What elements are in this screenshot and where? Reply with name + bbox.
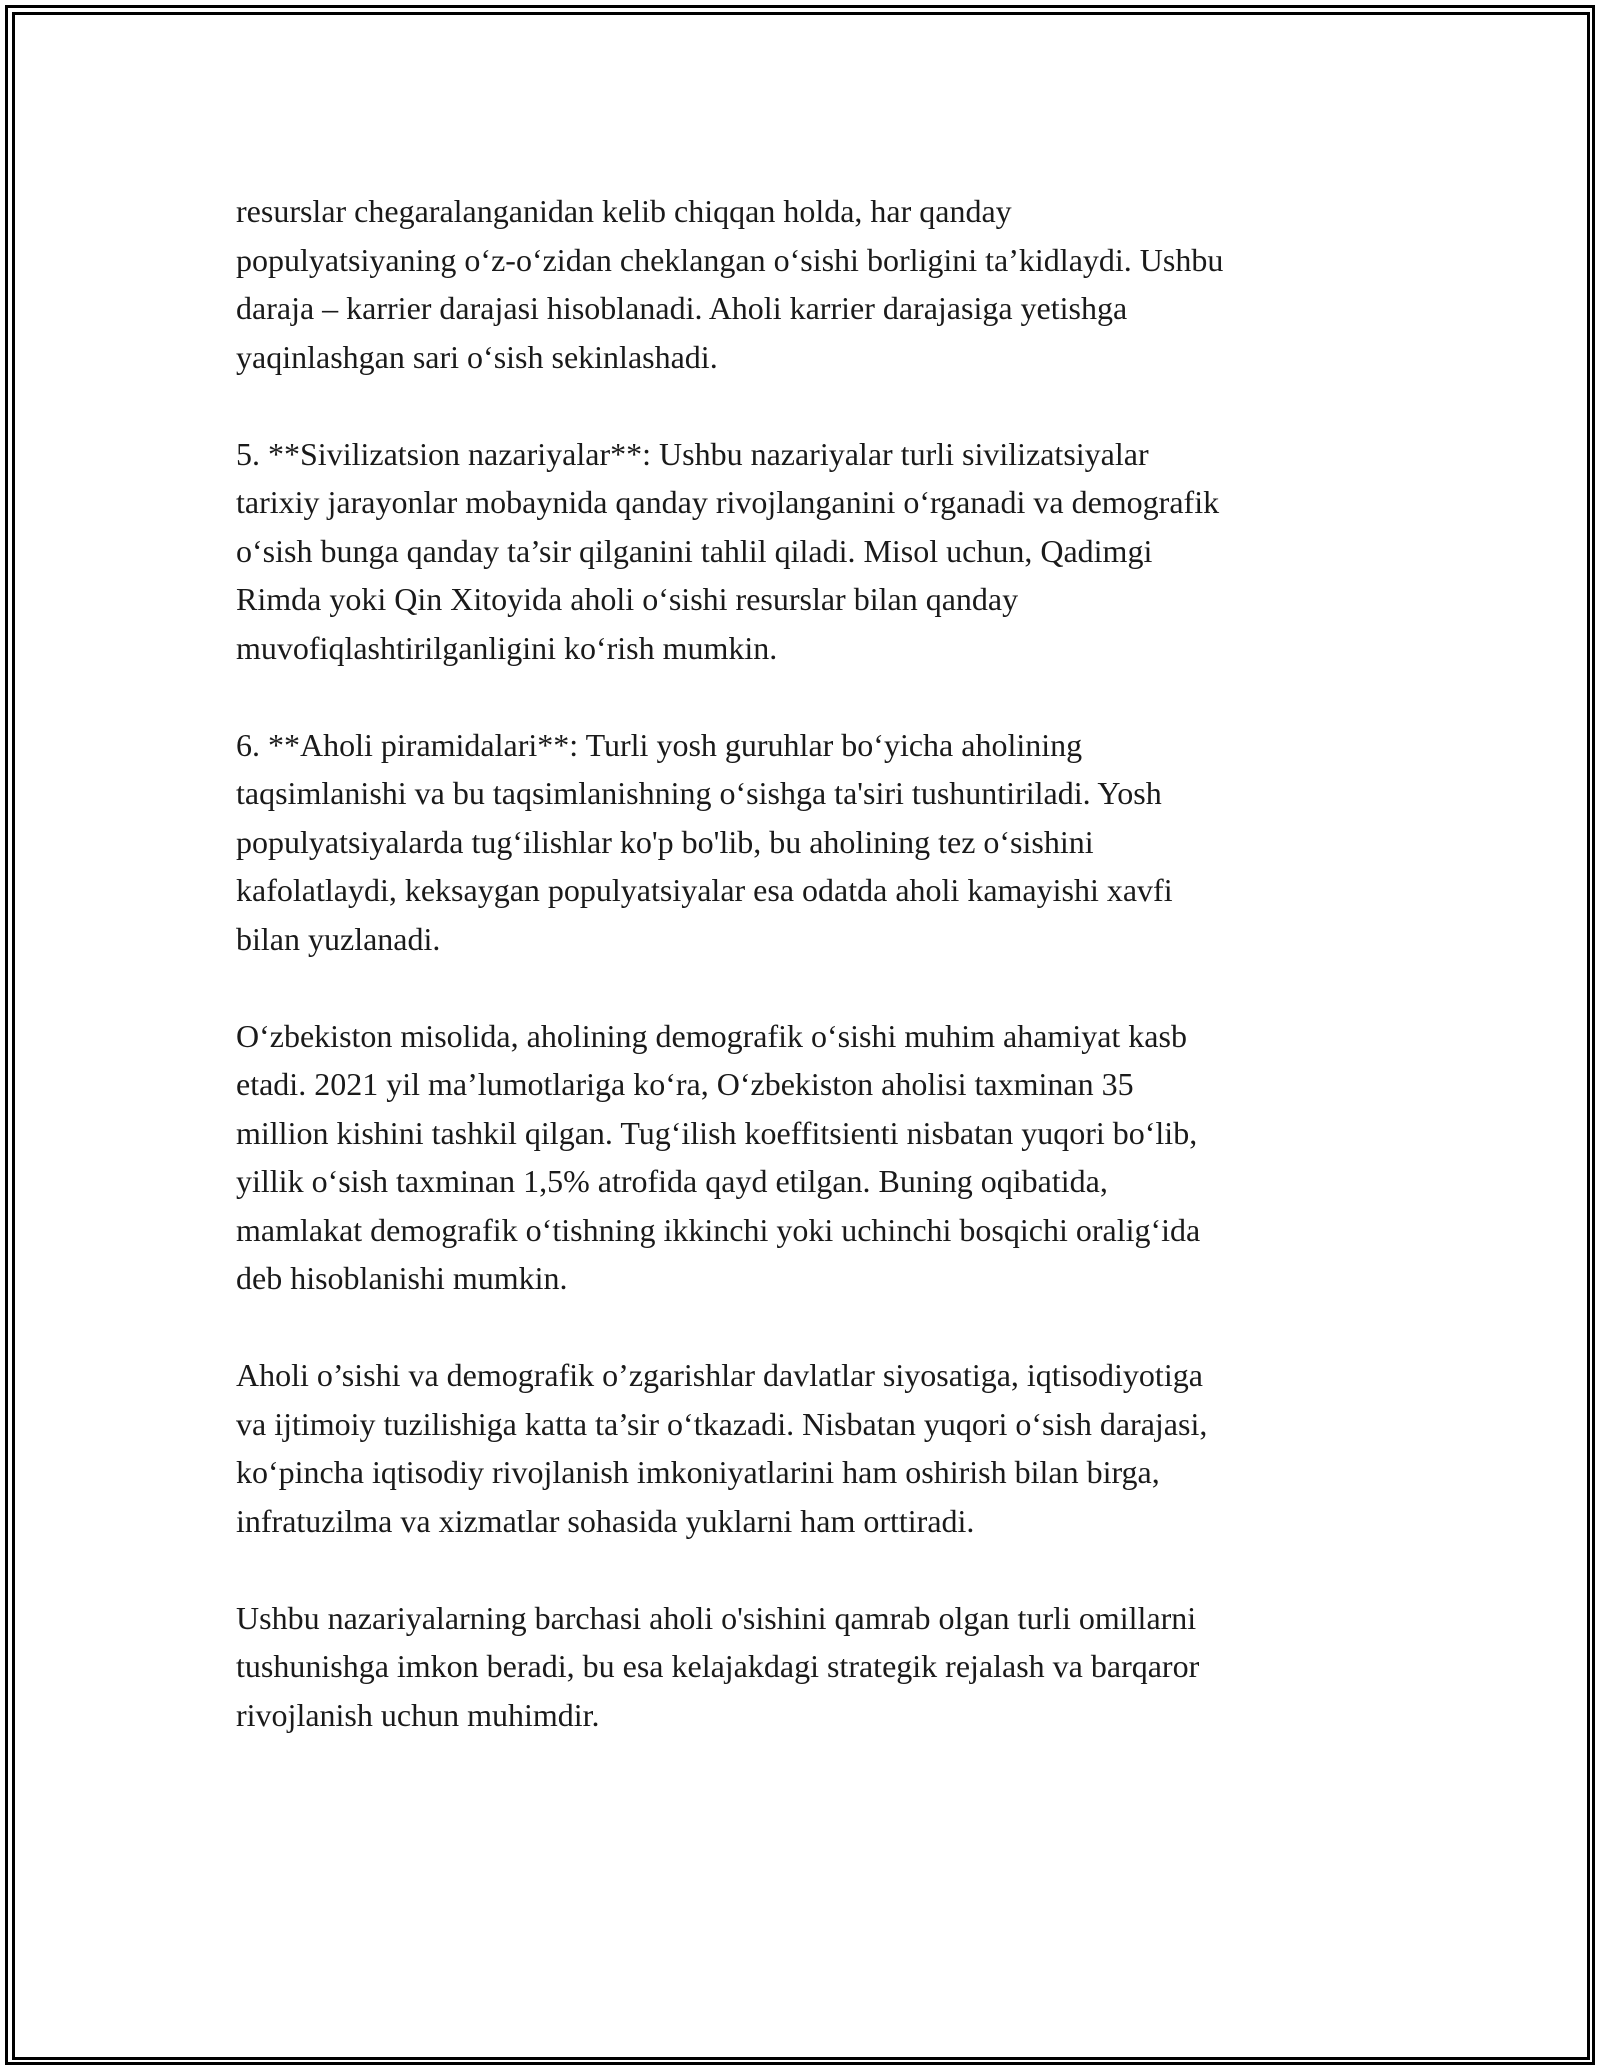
text-line: infratuzilma va xizmatlar sohasida yuklarni ham orttiradi. bbox=[236, 1502, 975, 1539]
paragraph-conclusion bbox=[236, 1594, 1396, 1740]
text-line: populyatsiyaning o‘z-o‘zidan cheklangan o‘sishi borligini ta’kidlaydi. Ushbu bbox=[236, 241, 1224, 278]
text-line: muvofiqlashtirilganligini ko‘rish mumkin. bbox=[236, 629, 778, 666]
text-line: tushunishga imkon beradi, bu esa kelajakdagi strategik rejalash va barqaror bbox=[236, 1648, 1200, 1684]
text-line: mamlakat demografik o‘tishning ikkinchi yoki uchinchi bosqichi oralig‘ida bbox=[236, 1211, 1201, 1248]
text-line: ko‘pincha iqtisodiy rivojlanish imkoniyatlarini ham oshirish bilan birga, bbox=[236, 1454, 1160, 1490]
paragraph-population-pyramids bbox=[236, 721, 1396, 964]
text-line: Aholi o’sishi va demografik o’zgarishlar davlatlar siyosatiga, iqtisodiyotiga bbox=[236, 1357, 1203, 1393]
document-body bbox=[236, 187, 1396, 1788]
text-line: 5. **Sivilizatsion nazariyalar**: Ushbu nazariyalar turli sivilizatsiyalar bbox=[236, 435, 1149, 472]
text-line: Rimda yoki Qin Xitoyida aholi o‘sishi resurslar bilan qanday bbox=[236, 581, 1019, 617]
text-line: yillik o‘sish taxminan 1,5% atrofida qayd etilgan. Buning oqibatida, bbox=[236, 1163, 1108, 1199]
paragraph-uzbekistan-example bbox=[236, 1012, 1396, 1303]
text-line: Ushbu nazariyalarning barchasi aholi o'sishini qamrab olgan turli omillarni bbox=[236, 1599, 1197, 1636]
paragraph-carrying-capacity bbox=[236, 187, 1396, 381]
text-line: daraja – karrier darajasi hisoblanadi. Aholi karrier darajasiga yetishga bbox=[236, 290, 1128, 326]
text-line: million kishini tashkil qilgan. Tug‘ilish koeffitsienti nisbatan yuqori bo‘lib, bbox=[236, 1114, 1198, 1151]
paragraph-policy-impact bbox=[236, 1351, 1396, 1545]
text-line: yaqinlashgan sari o‘sish sekinlashadi. bbox=[236, 338, 718, 375]
text-line: tarixiy jarayonlar mobaynida qanday rivojlanganini o‘rganadi va demografik bbox=[236, 484, 1220, 520]
text-line: 6. **Aholi piramidalari**: Turli yosh guruhlar bo‘yicha aholining bbox=[236, 726, 1083, 763]
paragraph-civilizational-theories bbox=[236, 430, 1396, 673]
text-line: populyatsiyalarda tug‘ilishlar ko'p bo'lib, bu aholining tez o‘sishini bbox=[236, 823, 1094, 860]
text-line: kafolatlaydi, keksaygan populyatsiyalar esa odatda aholi kamayishi xavfi bbox=[236, 872, 1173, 908]
text-line: resurslar chegaralanganidan kelib chiqqan holda, har qanday bbox=[236, 193, 1012, 229]
text-line: bilan yuzlanadi. bbox=[236, 920, 441, 957]
text-line: etadi. 2021 yil ma’lumotlariga ko‘ra, O‘zbekiston aholisi taxminan 35 bbox=[236, 1066, 1134, 1102]
text-line: rivojlanish uchun muhimdir. bbox=[236, 1696, 600, 1733]
text-line: o‘sish bunga qanday ta’sir qilganini tahlil qiladi. Misol uchun, Qadimgi bbox=[236, 532, 1153, 569]
text-line: deb hisoblanishi mumkin. bbox=[236, 1260, 568, 1296]
text-line: taqsimlanishi va bu taqsimlanishning o‘sishga ta'siri tushuntiriladi. Yosh bbox=[236, 775, 1162, 811]
text-line: O‘zbekiston misolida, aholining demografik o‘sishi muhim ahamiyat kasb bbox=[236, 1017, 1187, 1054]
text-line: va ijtimoiy tuzilishiga katta ta’sir o‘tkazadi. Nisbatan yuqori o‘sish darajasi, bbox=[236, 1405, 1208, 1442]
